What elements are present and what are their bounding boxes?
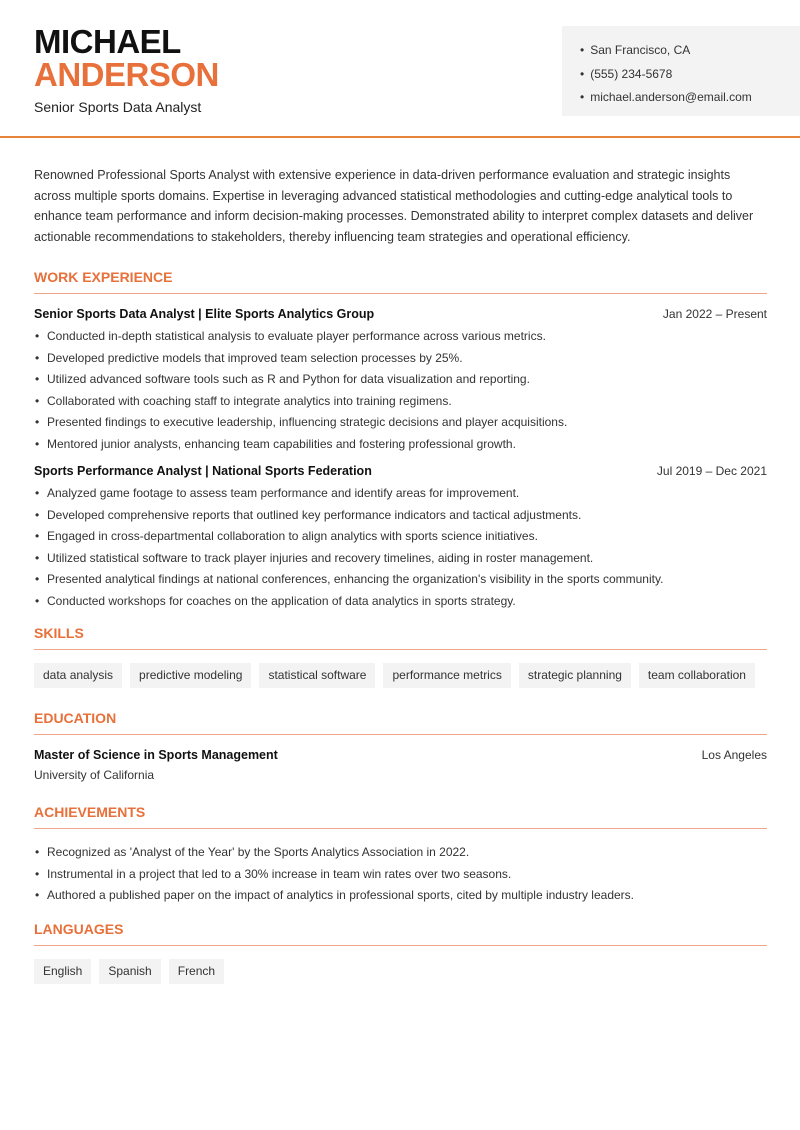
skill-tag: predictive modeling xyxy=(130,663,251,688)
education-entry xyxy=(34,748,767,762)
job-header xyxy=(34,464,767,478)
skill-tag: team collaboration xyxy=(639,663,755,688)
list-item: • Instrumental in a project that led to a 30% increase in team win rates over two seasons. xyxy=(34,864,767,886)
job-bullets xyxy=(34,483,767,612)
last-name: ANDERSON xyxy=(34,56,219,93)
language-tag: English xyxy=(34,959,91,984)
contact-box xyxy=(562,26,800,116)
contact-phone: • (555) 234-5678 xyxy=(580,63,800,87)
contact-location: • San Francisco, CA xyxy=(580,39,800,63)
section-heading-languages: LANGUAGES xyxy=(34,921,767,946)
achievements-list xyxy=(34,842,767,907)
list-item: • Developed predictive models that improved team selection processes by 25%. xyxy=(34,348,767,370)
list-item: • Authored a published paper on the impact of analytics in professional sports, cited by multiple industry leaders. xyxy=(34,885,767,907)
list-item: • Presented analytical findings at national conferences, enhancing the organization's visibility in the sports community. xyxy=(34,569,767,591)
section-heading-education: EDUCATION xyxy=(34,710,767,735)
job-header xyxy=(34,307,767,321)
list-item: • Mentored junior analysts, enhancing team capabilities and fostering professional growth. xyxy=(34,434,767,456)
list-item: • Analyzed game footage to assess team performance and identify areas for improvement. xyxy=(34,483,767,505)
job-dates: Jan 2022 – Present xyxy=(662,307,767,322)
list-item: • Engaged in cross-departmental collaboration to align analytics with sports science initiatives. xyxy=(34,526,767,548)
job-title: Senior Sports Data Analyst | Elite Sports Analytics Group xyxy=(34,307,375,322)
section-heading-achievements: ACHIEVEMENTS xyxy=(34,804,767,829)
resume-header xyxy=(0,0,800,138)
section-heading-skills: SKILLS xyxy=(34,625,767,650)
list-item: • Collaborated with coaching staff to integrate analytics into training regimens. xyxy=(34,391,767,413)
skill-tag: performance metrics xyxy=(383,663,510,688)
school: University of California xyxy=(34,768,155,783)
language-tag: French xyxy=(169,959,224,984)
language-tag: Spanish xyxy=(99,959,160,984)
section-heading-work: WORK EXPERIENCE xyxy=(34,269,767,294)
summary: Renowned Professional Sports Analyst with extensive experience in data-driven performance evaluation and strategic insights across multiple sports domains. Expertise in leveraging advanced statistical methodologies and cutting-edge analytical tools to enhance team performance and inform decision-making processes. Demonstrated ability to interpret complex datasets and deliver actionable recommendations to stakeholders, thereby influencing team strategies and operational efficiency. xyxy=(34,168,754,244)
skill-tag: statistical software xyxy=(259,663,375,688)
skills-list xyxy=(34,663,767,688)
list-item: • Developed comprehensive reports that outlined key performance indicators and tactical adjustments. xyxy=(34,505,767,527)
list-item: • Utilized advanced software tools such as R and Python for data visualization and reporting. xyxy=(34,369,767,391)
contact-email[interactable]: • michael.anderson@email.com xyxy=(580,86,800,110)
job-title: Sports Performance Analyst | National Sports Federation xyxy=(34,464,372,479)
list-item: • Utilized statistical software to track player injuries and recovery timelines, aiding in roster management. xyxy=(34,548,767,570)
first-name: MICHAEL xyxy=(34,23,181,60)
skill-tag: strategic planning xyxy=(519,663,631,688)
list-item: • Presented findings to executive leadership, influencing strategic decisions and player acquisitions. xyxy=(34,412,767,434)
job-bullets xyxy=(34,326,767,455)
list-item: • Conducted workshops for coaches on the application of data analytics in sports strategy. xyxy=(34,591,767,613)
education-location: Los Angeles xyxy=(701,748,767,763)
skill-tag: data analysis xyxy=(34,663,122,688)
job-dates: Jul 2019 – Dec 2021 xyxy=(656,464,767,479)
languages-list xyxy=(34,959,767,984)
list-item: • Conducted in-depth statistical analysis to evaluate player performance across various metrics. xyxy=(34,326,767,348)
degree: Master of Science in Sports Management xyxy=(34,748,278,763)
job-title: Senior Sports Data Analyst xyxy=(34,99,202,115)
list-item: • Recognized as 'Analyst of the Year' by the Sports Analytics Association in 2022. xyxy=(34,842,767,864)
